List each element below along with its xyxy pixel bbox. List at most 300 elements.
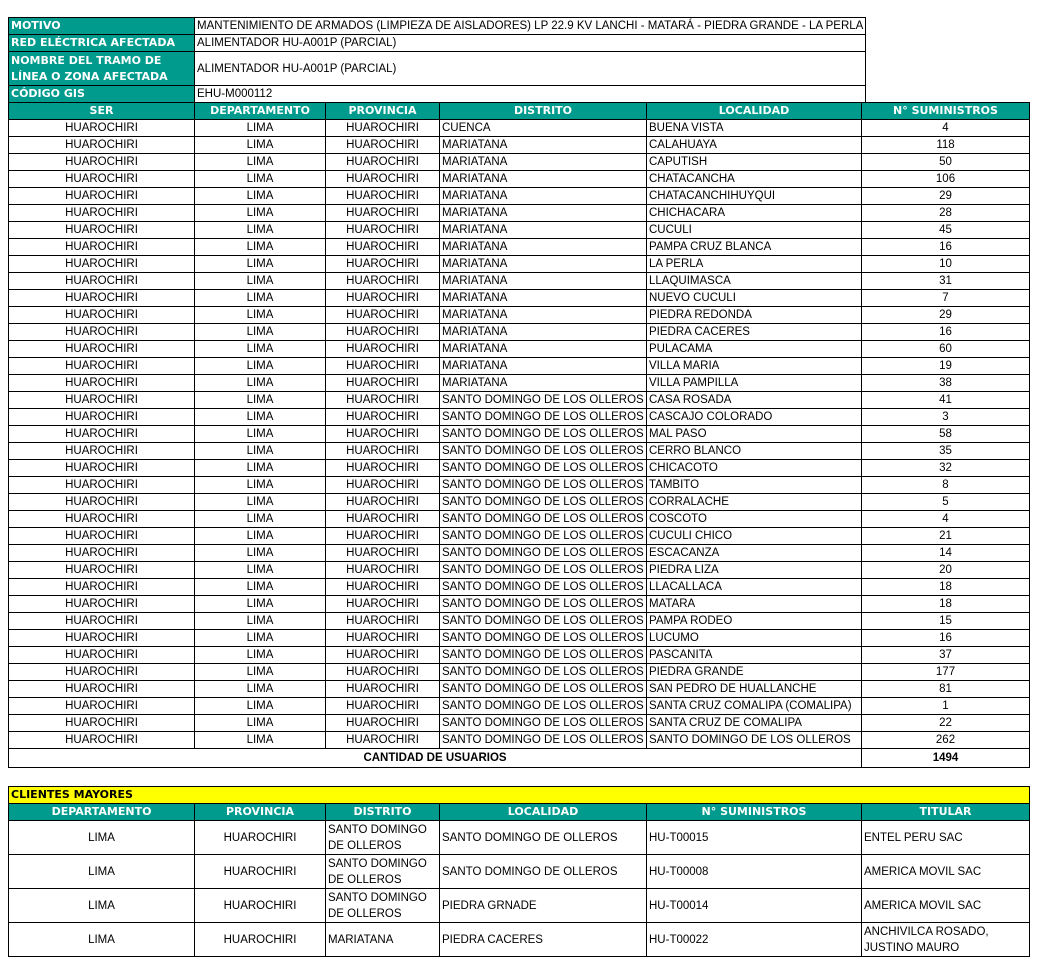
- cell-suministros: 29: [862, 307, 1030, 324]
- cell-ser: HUAROCHIRI: [9, 528, 195, 545]
- cell-departamento: LIMA: [195, 732, 326, 749]
- cell-ser: HUAROCHIRI: [9, 494, 195, 511]
- cell-provincia: HUAROCHIRI: [326, 562, 440, 579]
- cell-localidad: COSCOTO: [647, 511, 862, 528]
- cell-localidad: PIEDRA LIZA: [647, 562, 862, 579]
- cell-ser: HUAROCHIRI: [9, 630, 195, 647]
- cell-suministros: 35: [862, 443, 1030, 460]
- cell-localidad: BUENA VISTA: [647, 120, 862, 137]
- cell-localidad: CUCULI: [647, 222, 862, 239]
- cell-departamento: LIMA: [195, 647, 326, 664]
- cell-departamento: LIMA: [195, 324, 326, 341]
- cell-ser: HUAROCHIRI: [9, 341, 195, 358]
- clients-col-suministros: N° SUMINISTROS: [647, 804, 862, 821]
- cell-provincia: HUAROCHIRI: [326, 630, 440, 647]
- client-localidad: SANTO DOMINGO DE OLLEROS: [440, 821, 647, 855]
- cell-departamento: LIMA: [195, 443, 326, 460]
- cell-ser: HUAROCHIRI: [9, 698, 195, 715]
- client-suministro: HU-T00008: [647, 855, 862, 889]
- table-row: [9, 579, 1030, 596]
- cell-distrito: SANTO DOMINGO DE LOS OLLEROS: [440, 715, 647, 732]
- clients-col-titular: TITULAR: [862, 804, 1030, 821]
- cell-suministros: 1: [862, 698, 1030, 715]
- cell-departamento: LIMA: [195, 460, 326, 477]
- cell-localidad: CHATACANCHA: [647, 171, 862, 188]
- cell-distrito: SANTO DOMINGO DE LOS OLLEROS: [440, 392, 647, 409]
- client-titular: AMERICA MOVIL SAC: [862, 855, 1030, 889]
- cell-departamento: LIMA: [195, 392, 326, 409]
- cell-provincia: HUAROCHIRI: [326, 307, 440, 324]
- cell-departamento: LIMA: [195, 477, 326, 494]
- cell-provincia: HUAROCHIRI: [326, 256, 440, 273]
- cell-departamento: LIMA: [195, 562, 326, 579]
- cell-suministros: 45: [862, 222, 1030, 239]
- cell-ser: HUAROCHIRI: [9, 324, 195, 341]
- col-header-departamento: DEPARTAMENTO: [195, 103, 326, 120]
- cell-suministros: 60: [862, 341, 1030, 358]
- client-localidad: PIEDRA GRNADE: [440, 889, 647, 923]
- cell-departamento: LIMA: [195, 715, 326, 732]
- cell-localidad: CASCAJO COLORADO: [647, 409, 862, 426]
- col-header-provincia: PROVINCIA: [326, 103, 440, 120]
- cell-provincia: HUAROCHIRI: [326, 698, 440, 715]
- cell-distrito: SANTO DOMINGO DE LOS OLLEROS: [440, 647, 647, 664]
- cell-distrito: SANTO DOMINGO DE LOS OLLEROS: [440, 426, 647, 443]
- cell-suministros: 177: [862, 664, 1030, 681]
- table-row: [9, 545, 1030, 562]
- cell-distrito: SANTO DOMINGO DE LOS OLLEROS: [440, 664, 647, 681]
- cell-departamento: LIMA: [195, 409, 326, 426]
- cell-ser: HUAROCHIRI: [9, 460, 195, 477]
- table-row: [9, 188, 1030, 205]
- cell-provincia: HUAROCHIRI: [326, 545, 440, 562]
- client-suministro: HU-T00015: [647, 821, 862, 855]
- cell-ser: HUAROCHIRI: [9, 681, 195, 698]
- cell-departamento: LIMA: [195, 613, 326, 630]
- cell-localidad: PIEDRA GRANDE: [647, 664, 862, 681]
- cell-ser: HUAROCHIRI: [9, 664, 195, 681]
- cell-localidad: LLAQUIMASCA: [647, 273, 862, 290]
- cell-distrito: SANTO DOMINGO DE LOS OLLEROS: [440, 579, 647, 596]
- cell-distrito: SANTO DOMINGO DE LOS OLLEROS: [440, 630, 647, 647]
- cell-ser: HUAROCHIRI: [9, 307, 195, 324]
- cell-ser: HUAROCHIRI: [9, 426, 195, 443]
- cell-provincia: HUAROCHIRI: [326, 409, 440, 426]
- red-label: RED ELÉCTRICA AFECTADA: [9, 35, 195, 52]
- cell-distrito: SANTO DOMINGO DE LOS OLLEROS: [440, 562, 647, 579]
- clients-table-body: [9, 821, 1030, 957]
- cell-suministros: 262: [862, 732, 1030, 749]
- cell-localidad: PAMPA CRUZ BLANCA: [647, 239, 862, 256]
- cell-suministros: 14: [862, 545, 1030, 562]
- table-row: [9, 732, 1030, 749]
- table-row: [9, 307, 1030, 324]
- cell-ser: HUAROCHIRI: [9, 477, 195, 494]
- total-value: 1494: [862, 749, 1030, 768]
- cell-localidad: NUEVO CUCULI: [647, 290, 862, 307]
- cell-distrito: SANTO DOMINGO DE LOS OLLEROS: [440, 545, 647, 562]
- cell-distrito: SANTO DOMINGO DE LOS OLLEROS: [440, 443, 647, 460]
- cell-suministros: 10: [862, 256, 1030, 273]
- cell-provincia: HUAROCHIRI: [326, 222, 440, 239]
- cell-distrito: MARIATANA: [440, 256, 647, 273]
- cell-departamento: LIMA: [195, 698, 326, 715]
- cell-suministros: 7: [862, 290, 1030, 307]
- cell-suministros: 50: [862, 154, 1030, 171]
- cell-suministros: 20: [862, 562, 1030, 579]
- cell-departamento: LIMA: [195, 273, 326, 290]
- cell-ser: HUAROCHIRI: [9, 562, 195, 579]
- clients-col-departamento: DEPARTAMENTO: [9, 804, 195, 821]
- cell-ser: HUAROCHIRI: [9, 171, 195, 188]
- cell-distrito: SANTO DOMINGO DE LOS OLLEROS: [440, 698, 647, 715]
- cell-distrito: MARIATANA: [440, 205, 647, 222]
- cell-distrito: MARIATANA: [440, 273, 647, 290]
- cell-provincia: HUAROCHIRI: [326, 681, 440, 698]
- table-row: [9, 494, 1030, 511]
- cell-ser: HUAROCHIRI: [9, 443, 195, 460]
- cell-distrito: MARIATANA: [440, 171, 647, 188]
- client-departamento: LIMA: [9, 855, 195, 889]
- cell-suministros: 4: [862, 120, 1030, 137]
- cell-departamento: LIMA: [195, 375, 326, 392]
- main-table-body: [9, 120, 1030, 749]
- cell-suministros: 81: [862, 681, 1030, 698]
- client-row: [9, 855, 1030, 889]
- table-row: [9, 392, 1030, 409]
- table-row: [9, 613, 1030, 630]
- table-row: [9, 341, 1030, 358]
- client-titular: ANCHIVILCA ROSADO, JUSTINO MAURO: [862, 923, 1030, 957]
- cell-departamento: LIMA: [195, 154, 326, 171]
- cell-localidad: LLACALLACA: [647, 579, 862, 596]
- cell-suministros: 32: [862, 460, 1030, 477]
- cell-distrito: MARIATANA: [440, 137, 647, 154]
- client-provincia: HUAROCHIRI: [195, 855, 326, 889]
- table-row: [9, 715, 1030, 732]
- table-row: [9, 239, 1030, 256]
- client-suministro: HU-T00022: [647, 923, 862, 957]
- cell-distrito: MARIATANA: [440, 222, 647, 239]
- cell-departamento: LIMA: [195, 579, 326, 596]
- cell-distrito: MARIATANA: [440, 154, 647, 171]
- cell-provincia: HUAROCHIRI: [326, 273, 440, 290]
- cell-ser: HUAROCHIRI: [9, 137, 195, 154]
- cell-suministros: 38: [862, 375, 1030, 392]
- cell-localidad: PULACAMA: [647, 341, 862, 358]
- clients-title: CLIENTES MAYORES: [9, 787, 1030, 804]
- cell-provincia: HUAROCHIRI: [326, 137, 440, 154]
- cell-ser: HUAROCHIRI: [9, 613, 195, 630]
- table-row: [9, 681, 1030, 698]
- col-header-suministros: N° SUMINISTROS: [862, 103, 1030, 120]
- cell-localidad: SANTA CRUZ COMALIPA (COMALIPA): [647, 698, 862, 715]
- client-distrito: SANTO DOMINGO DE OLLEROS: [326, 889, 440, 923]
- cell-provincia: HUAROCHIRI: [326, 732, 440, 749]
- cell-provincia: HUAROCHIRI: [326, 341, 440, 358]
- cell-ser: HUAROCHIRI: [9, 596, 195, 613]
- cell-provincia: HUAROCHIRI: [326, 647, 440, 664]
- cell-provincia: HUAROCHIRI: [326, 460, 440, 477]
- cell-localidad: MATARA: [647, 596, 862, 613]
- cell-ser: HUAROCHIRI: [9, 154, 195, 171]
- table-row: [9, 256, 1030, 273]
- cell-suministros: 118: [862, 137, 1030, 154]
- cell-provincia: HUAROCHIRI: [326, 528, 440, 545]
- table-row: [9, 205, 1030, 222]
- cell-distrito: SANTO DOMINGO DE LOS OLLEROS: [440, 494, 647, 511]
- tramo-label: NOMBRE DEL TRAMO DE LÍNEA O ZONA AFECTADA: [9, 52, 195, 86]
- motivo-label: MOTIVO: [9, 18, 195, 35]
- gis-label: CÓDIGO GIS: [9, 86, 195, 103]
- col-header-distrito: DISTRITO: [440, 103, 647, 120]
- cell-provincia: HUAROCHIRI: [326, 154, 440, 171]
- cell-distrito: MARIATANA: [440, 375, 647, 392]
- cell-ser: HUAROCHIRI: [9, 732, 195, 749]
- cell-departamento: LIMA: [195, 256, 326, 273]
- cell-provincia: HUAROCHIRI: [326, 375, 440, 392]
- client-distrito: SANTO DOMINGO DE OLLEROS: [326, 821, 440, 855]
- cell-ser: HUAROCHIRI: [9, 358, 195, 375]
- cell-provincia: HUAROCHIRI: [326, 392, 440, 409]
- clients-header-row: [9, 804, 1030, 821]
- motivo-row: [9, 18, 866, 35]
- cell-distrito: SANTO DOMINGO DE LOS OLLEROS: [440, 511, 647, 528]
- cell-distrito: MARIATANA: [440, 341, 647, 358]
- cell-provincia: HUAROCHIRI: [326, 171, 440, 188]
- cell-ser: HUAROCHIRI: [9, 239, 195, 256]
- cell-distrito: MARIATANA: [440, 239, 647, 256]
- clients-col-localidad: LOCALIDAD: [440, 804, 647, 821]
- client-distrito: SANTO DOMINGO DE OLLEROS: [326, 855, 440, 889]
- table-row: [9, 273, 1030, 290]
- cell-ser: HUAROCHIRI: [9, 647, 195, 664]
- cell-ser: HUAROCHIRI: [9, 409, 195, 426]
- cell-provincia: HUAROCHIRI: [326, 205, 440, 222]
- table-row: [9, 596, 1030, 613]
- cell-distrito: MARIATANA: [440, 358, 647, 375]
- table-row: [9, 358, 1030, 375]
- cell-distrito: CUENCA: [440, 120, 647, 137]
- cell-provincia: HUAROCHIRI: [326, 120, 440, 137]
- cell-localidad: VILLA MARIA: [647, 358, 862, 375]
- cell-provincia: HUAROCHIRI: [326, 290, 440, 307]
- gis-value: EHU-M000112: [195, 86, 866, 103]
- clients-col-provincia: PROVINCIA: [195, 804, 326, 821]
- cell-localidad: CERRO BLANCO: [647, 443, 862, 460]
- table-row: [9, 290, 1030, 307]
- cell-suministros: 15: [862, 613, 1030, 630]
- table-row: [9, 154, 1030, 171]
- table-row: [9, 324, 1030, 341]
- cell-suministros: 106: [862, 171, 1030, 188]
- cell-provincia: HUAROCHIRI: [326, 239, 440, 256]
- table-row: [9, 375, 1030, 392]
- cell-localidad: ESCACANZA: [647, 545, 862, 562]
- cell-distrito: SANTO DOMINGO DE LOS OLLEROS: [440, 460, 647, 477]
- total-row: [9, 749, 1030, 768]
- cell-distrito: MARIATANA: [440, 324, 647, 341]
- cell-provincia: HUAROCHIRI: [326, 596, 440, 613]
- cell-provincia: HUAROCHIRI: [326, 579, 440, 596]
- cell-suministros: 58: [862, 426, 1030, 443]
- cell-provincia: HUAROCHIRI: [326, 494, 440, 511]
- cell-ser: HUAROCHIRI: [9, 290, 195, 307]
- cell-localidad: SAN PEDRO DE HUALLANCHE: [647, 681, 862, 698]
- cell-distrito: MARIATANA: [440, 307, 647, 324]
- cell-distrito: SANTO DOMINGO DE LOS OLLEROS: [440, 613, 647, 630]
- cell-ser: HUAROCHIRI: [9, 375, 195, 392]
- table-row: [9, 409, 1030, 426]
- cell-localidad: PIEDRA REDONDA: [647, 307, 862, 324]
- cell-distrito: SANTO DOMINGO DE LOS OLLEROS: [440, 409, 647, 426]
- table-row: [9, 528, 1030, 545]
- outage-info-table: [8, 17, 866, 103]
- cell-suministros: 21: [862, 528, 1030, 545]
- cell-suministros: 3: [862, 409, 1030, 426]
- cell-localidad: LA PERLA: [647, 256, 862, 273]
- table-row: [9, 562, 1030, 579]
- main-header-row: [9, 103, 1030, 120]
- cell-ser: HUAROCHIRI: [9, 715, 195, 732]
- cell-distrito: SANTO DOMINGO DE LOS OLLEROS: [440, 528, 647, 545]
- cell-ser: HUAROCHIRI: [9, 256, 195, 273]
- cell-departamento: LIMA: [195, 511, 326, 528]
- major-clients-table: [8, 786, 1030, 957]
- col-header-localidad: LOCALIDAD: [647, 103, 862, 120]
- table-row: [9, 477, 1030, 494]
- gis-row: [9, 86, 866, 103]
- cell-departamento: LIMA: [195, 426, 326, 443]
- cell-departamento: LIMA: [195, 222, 326, 239]
- client-provincia: HUAROCHIRI: [195, 821, 326, 855]
- cell-ser: HUAROCHIRI: [9, 120, 195, 137]
- clients-col-distrito: DISTRITO: [326, 804, 440, 821]
- table-row: [9, 171, 1030, 188]
- cell-localidad: VILLA PAMPILLA: [647, 375, 862, 392]
- table-row: [9, 120, 1030, 137]
- client-localidad: SANTO DOMINGO DE OLLEROS: [440, 855, 647, 889]
- client-distrito: MARIATANA: [326, 923, 440, 957]
- total-label: CANTIDAD DE USUARIOS: [9, 749, 862, 768]
- table-row: [9, 443, 1030, 460]
- table-row: [9, 647, 1030, 664]
- col-header-ser: SER: [9, 103, 195, 120]
- client-departamento: LIMA: [9, 889, 195, 923]
- cell-provincia: HUAROCHIRI: [326, 324, 440, 341]
- motivo-value: MANTENIMIENTO DE ARMADOS (LIMPIEZA DE AISLADORES) LP 22.9 KV LANCHI - MATARÁ - PIEDRA GRANDE - LA PERLA: [195, 18, 866, 35]
- cell-suministros: 16: [862, 239, 1030, 256]
- cell-ser: HUAROCHIRI: [9, 545, 195, 562]
- cell-provincia: HUAROCHIRI: [326, 443, 440, 460]
- cell-localidad: PIEDRA CACERES: [647, 324, 862, 341]
- cell-departamento: LIMA: [195, 630, 326, 647]
- cell-departamento: LIMA: [195, 494, 326, 511]
- cell-localidad: CHICHACARA: [647, 205, 862, 222]
- cell-ser: HUAROCHIRI: [9, 511, 195, 528]
- cell-localidad: CHICACOTO: [647, 460, 862, 477]
- cell-departamento: LIMA: [195, 205, 326, 222]
- cell-distrito: SANTO DOMINGO DE LOS OLLEROS: [440, 681, 647, 698]
- cell-suministros: 22: [862, 715, 1030, 732]
- cell-localidad: PAMPA RODEO: [647, 613, 862, 630]
- cell-departamento: LIMA: [195, 188, 326, 205]
- tramo-value: ALIMENTADOR HU-A001P (PARCIAL): [195, 52, 866, 86]
- cell-provincia: HUAROCHIRI: [326, 715, 440, 732]
- table-row: [9, 460, 1030, 477]
- cell-departamento: LIMA: [195, 171, 326, 188]
- cell-suministros: 18: [862, 596, 1030, 613]
- cell-departamento: LIMA: [195, 528, 326, 545]
- cell-provincia: HUAROCHIRI: [326, 511, 440, 528]
- cell-distrito: MARIATANA: [440, 188, 647, 205]
- cell-departamento: LIMA: [195, 545, 326, 562]
- cell-suministros: 31: [862, 273, 1030, 290]
- red-value: ALIMENTADOR HU-A001P (PARCIAL): [195, 35, 866, 52]
- cell-localidad: CHATACANCHIHUYQUI: [647, 188, 862, 205]
- cell-localidad: TAMBITO: [647, 477, 862, 494]
- cell-provincia: HUAROCHIRI: [326, 188, 440, 205]
- cell-departamento: LIMA: [195, 137, 326, 154]
- table-row: [9, 630, 1030, 647]
- cell-provincia: HUAROCHIRI: [326, 426, 440, 443]
- cell-ser: HUAROCHIRI: [9, 392, 195, 409]
- cell-suministros: 16: [862, 630, 1030, 647]
- cell-departamento: LIMA: [195, 307, 326, 324]
- cell-provincia: HUAROCHIRI: [326, 664, 440, 681]
- cell-suministros: 29: [862, 188, 1030, 205]
- client-departamento: LIMA: [9, 923, 195, 957]
- cell-departamento: LIMA: [195, 120, 326, 137]
- client-titular: ENTEL PERU SAC: [862, 821, 1030, 855]
- client-provincia: HUAROCHIRI: [195, 923, 326, 957]
- table-row: [9, 426, 1030, 443]
- client-localidad: PIEDRA CACERES: [440, 923, 647, 957]
- cell-suministros: 5: [862, 494, 1030, 511]
- cell-localidad: CALAHUAYA: [647, 137, 862, 154]
- client-provincia: HUAROCHIRI: [195, 889, 326, 923]
- cell-distrito: SANTO DOMINGO DE LOS OLLEROS: [440, 732, 647, 749]
- cell-suministros: 41: [862, 392, 1030, 409]
- clients-title-row: [9, 787, 1030, 804]
- cell-provincia: HUAROCHIRI: [326, 358, 440, 375]
- cell-localidad: LUCUMO: [647, 630, 862, 647]
- cell-ser: HUAROCHIRI: [9, 188, 195, 205]
- client-suministro: HU-T00014: [647, 889, 862, 923]
- client-titular: AMERICA MOVIL SAC: [862, 889, 1030, 923]
- client-row: [9, 889, 1030, 923]
- cell-departamento: LIMA: [195, 358, 326, 375]
- cell-localidad: CUCULI CHICO: [647, 528, 862, 545]
- cell-suministros: 16: [862, 324, 1030, 341]
- cell-suministros: 28: [862, 205, 1030, 222]
- table-row: [9, 664, 1030, 681]
- cell-ser: HUAROCHIRI: [9, 579, 195, 596]
- cell-departamento: LIMA: [195, 596, 326, 613]
- cell-departamento: LIMA: [195, 239, 326, 256]
- cell-localidad: PASCANITA: [647, 647, 862, 664]
- cell-distrito: MARIATANA: [440, 290, 647, 307]
- table-row: [9, 698, 1030, 715]
- cell-ser: HUAROCHIRI: [9, 205, 195, 222]
- cell-ser: HUAROCHIRI: [9, 222, 195, 239]
- client-row: [9, 821, 1030, 855]
- cell-departamento: LIMA: [195, 681, 326, 698]
- cell-provincia: HUAROCHIRI: [326, 477, 440, 494]
- cell-suministros: 18: [862, 579, 1030, 596]
- red-row: [9, 35, 866, 52]
- client-departamento: LIMA: [9, 821, 195, 855]
